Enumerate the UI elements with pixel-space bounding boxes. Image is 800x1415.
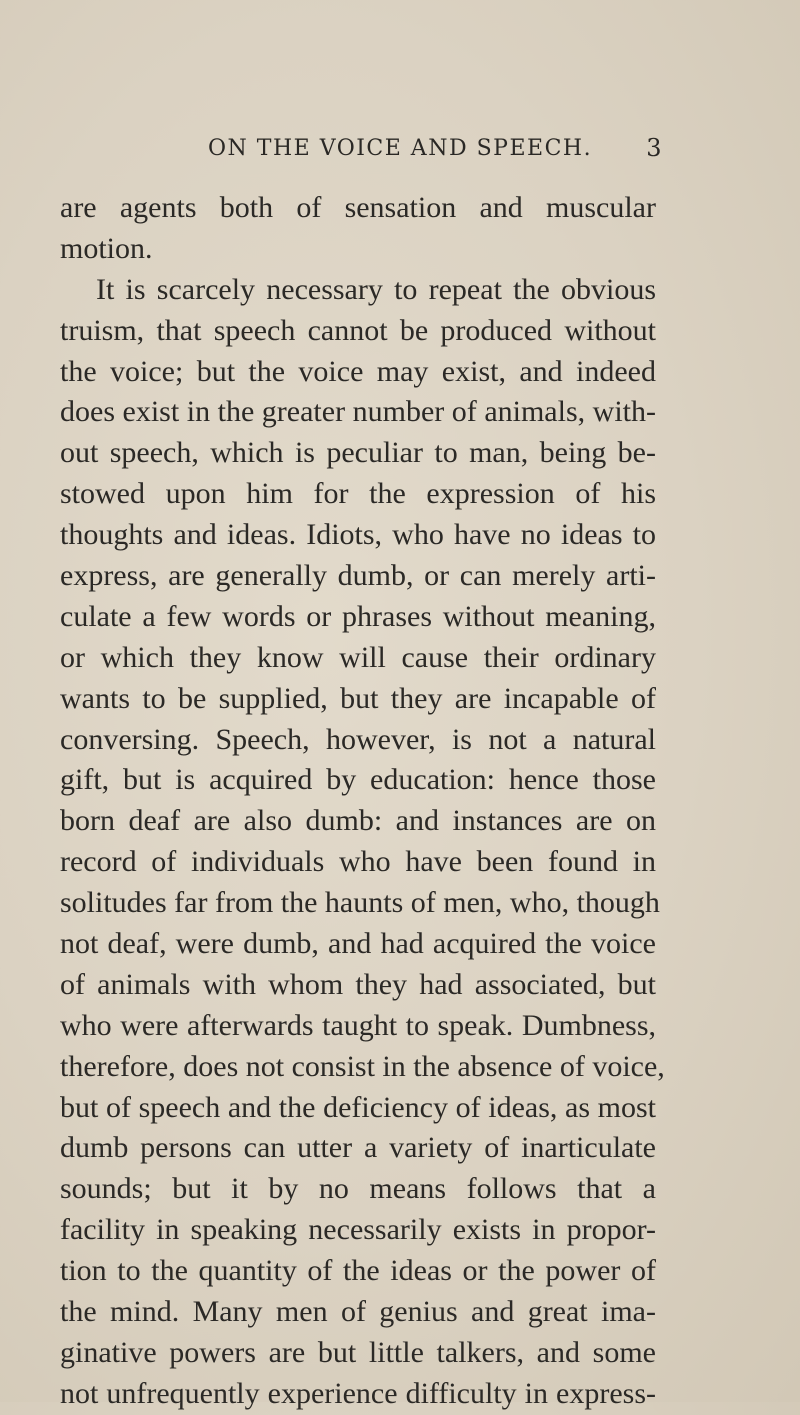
text-line: therefore, does not consist in the absence of voice, <box>60 1049 665 1083</box>
text-line: facility in speaking necessarily exists in propor- <box>60 1213 656 1247</box>
text-line: record of individuals who have been found in <box>60 845 656 879</box>
body-text <box>60 188 665 1415</box>
text-line: but of speech and the deficiency of ideas, as most <box>60 1090 656 1124</box>
page-number: 3 <box>646 134 663 162</box>
text-line: stowed upon him for the expression of his <box>60 477 656 511</box>
text-line: It is scarcely necessary to repeat the obvious <box>96 272 656 306</box>
text-line: motion. <box>60 231 153 265</box>
text-line: out speech, which is peculiar to man, being be- <box>60 436 656 470</box>
running-head <box>208 136 663 170</box>
text-line: are agents both of sensation and muscular <box>60 191 656 224</box>
text-line: culate a few words or phrases without meaning, <box>60 599 656 633</box>
text-line: gift, but is acquired by education: hence those <box>60 763 656 797</box>
text-line: born deaf are also dumb: and instances are on <box>60 804 656 838</box>
text-line: express, are generally dumb, or can merely arti- <box>60 559 656 593</box>
text-line: the mind. Many men of genius and great ima- <box>60 1295 656 1329</box>
text-line: truism, that speech cannot be produced without <box>60 313 656 347</box>
text-line: of animals with whom they had associated, but <box>60 967 656 1001</box>
text-line: wants to be supplied, but they are incapable of <box>60 681 656 715</box>
text-line: thoughts and ideas. Idiots, who have no ideas to <box>60 518 656 552</box>
text-line: ginative powers are but little talkers, and some <box>60 1335 656 1369</box>
text-line: tion to the quantity of the ideas or the power of <box>60 1254 656 1288</box>
running-head-title: ON THE VOICE AND SPEECH. <box>208 136 593 161</box>
text-line: who were afterwards taught to speak. Dumbness, <box>60 1008 656 1042</box>
text-line: sounds; but it by no means follows that a <box>60 1172 656 1206</box>
text-line: not unfrequently experience difficulty in express- <box>60 1376 656 1410</box>
text-line: conversing. Speech, however, is not a natural <box>60 722 656 756</box>
text-line: the voice; but the voice may exist, and indeed <box>60 354 656 388</box>
text-line: or which they know will cause their ordinary <box>60 640 656 674</box>
text-line: does exist in the greater number of animals, with- <box>60 395 656 429</box>
text-line: not deaf, were dumb, and had acquired the voice <box>60 927 656 961</box>
text-line: dumb persons can utter a variety of inarticulate <box>60 1131 656 1165</box>
text-line: solitudes far from the haunts of men, who, though <box>60 886 660 920</box>
